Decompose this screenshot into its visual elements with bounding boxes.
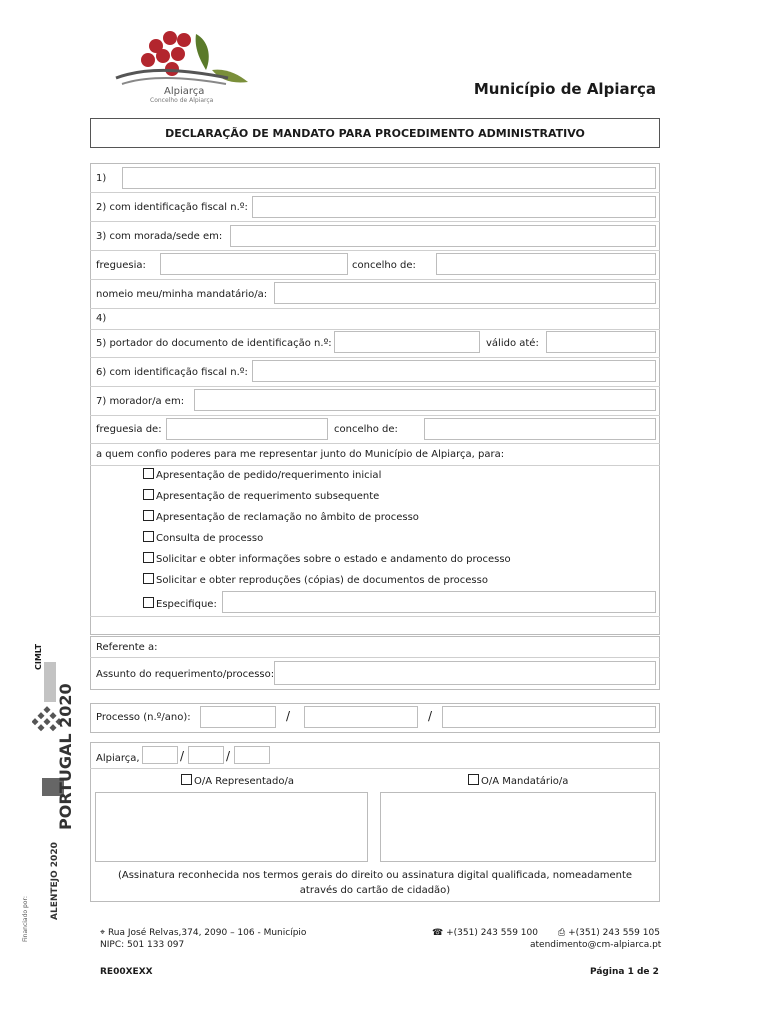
option-label: Apresentação de reclamação no âmbito de processo [156, 512, 419, 523]
footer-phone-text: +(351) 243 559 100 [446, 928, 538, 938]
represented-municipality-field[interactable] [436, 253, 656, 275]
represented-address-label: 3) com morada/sede em: [96, 231, 223, 242]
divider [90, 250, 660, 251]
municipality-title: Município de Alpiarça [473, 80, 656, 98]
option-row [143, 531, 263, 545]
option-checkbox[interactable] [143, 531, 154, 542]
divider [90, 386, 660, 387]
represented-signature-label: O/A Representado/a [194, 776, 295, 787]
mandatary-address-label: 7) morador/a em: [96, 396, 185, 407]
subject-label: Assunto do requerimento/processo: [96, 669, 275, 680]
option-checkbox[interactable] [143, 468, 154, 479]
option-label: Apresentação de pedido/requerimento inicial [156, 470, 382, 481]
phone-icon: ☎ [432, 928, 444, 938]
logo-subtext: Concelho de Alpiarça [150, 97, 214, 104]
footer-address-text: Rua José Relvas,374, 2090 – 106 - Município [107, 928, 307, 938]
specify-field[interactable] [222, 591, 656, 613]
place-label: Alpiarça, [96, 753, 140, 764]
subject-field[interactable] [274, 661, 656, 685]
represented-nif-field[interactable] [252, 196, 656, 218]
option-label: Solicitar e obter reproduções (cópias) de documentos de processo [156, 575, 488, 586]
divider [90, 657, 660, 658]
represented-checkbox[interactable] [181, 774, 192, 785]
option-row [143, 552, 511, 566]
id-doc-label: 5) portador do documento de identificação n.º: [96, 338, 332, 349]
represented-signature-row [181, 774, 294, 788]
portugal-2020-logo: PORTUGAL 2020 [56, 683, 75, 830]
process-label: Processo (n.º/ano): [96, 712, 191, 723]
option-checkbox[interactable] [143, 552, 154, 563]
option-row [143, 468, 381, 482]
mandatary-signature-row [468, 774, 568, 788]
footer-nipc: NIPC: 501 133 097 [100, 940, 185, 950]
option-label: Consulta de processo [156, 533, 264, 544]
represented-parish-label: freguesia: [96, 260, 146, 271]
specify-checkbox[interactable] [143, 597, 154, 608]
divider [90, 329, 660, 330]
divider [90, 415, 660, 416]
date-day-field[interactable] [142, 746, 178, 764]
mandatary-name-field[interactable] [274, 282, 656, 304]
mandatary-parish-field[interactable] [166, 418, 328, 440]
footer-phone [432, 927, 538, 939]
option-checkbox[interactable] [143, 573, 154, 584]
divider [90, 192, 660, 193]
separator: / [226, 749, 231, 763]
divider [90, 279, 660, 280]
divider [90, 616, 660, 617]
option-row [143, 489, 379, 503]
logo-text: Alpiarça [164, 86, 205, 97]
divider [90, 465, 660, 466]
process-extra-field[interactable] [442, 706, 656, 728]
cimlt-text: CIMLT [34, 643, 43, 670]
process-year-field[interactable] [304, 706, 418, 728]
cimlt-logo [44, 662, 56, 702]
option-label: Apresentação de requerimento subsequente [156, 491, 380, 502]
mandatary-nif-label: 6) com identificação fiscal n.º: [96, 367, 248, 378]
separator: / [428, 709, 433, 723]
mandatary-municipality-label: concelho de: [334, 424, 398, 435]
location-icon: ⌖ [100, 928, 106, 938]
mandatary-signature-label: O/A Mandatário/a [481, 776, 569, 787]
signature-note: (Assinatura reconhecida nos termos gerais do direito ou assinatura digital qualificada, nomeadamente através do cartão de cidadão) [117, 870, 633, 896]
valid-until-field[interactable] [546, 331, 656, 353]
date-year-field[interactable] [234, 746, 270, 764]
document-title [90, 118, 660, 148]
represented-municipality-label: concelho de: [352, 260, 416, 271]
option-checkbox[interactable] [143, 489, 154, 500]
fax-icon: ⎙ [558, 928, 566, 938]
divider [90, 221, 660, 222]
represented-signature-area[interactable] [95, 792, 368, 862]
financing-logos [14, 620, 74, 950]
specify-row [143, 597, 217, 611]
process-number-field[interactable] [200, 706, 276, 728]
represented-parish-field[interactable] [160, 253, 348, 275]
footer-fax [558, 927, 660, 939]
financed-by-label: Financiado por: [22, 896, 29, 942]
footer-fax-text: +(351) 243 559 105 [568, 928, 660, 938]
mandatary-parish-label: freguesia de: [96, 424, 162, 435]
appoint-label: nomeio meu/minha mandatário/a: [96, 289, 268, 300]
reference-label: Referente a: [96, 642, 158, 653]
separator: / [180, 749, 185, 763]
option-row [143, 510, 419, 524]
document-title-text: DECLARAÇÃO DE MANDATO PARA PROCEDIMENTO ADMINISTRATIVO [165, 126, 585, 140]
mandatary-address-field[interactable] [194, 389, 656, 411]
id-doc-field[interactable] [334, 331, 480, 353]
divider [90, 308, 660, 309]
item4-label: 4) [96, 313, 107, 324]
item1-label: 1) [96, 173, 107, 184]
divider [90, 357, 660, 358]
valid-until-label: válido até: [486, 338, 539, 349]
divider [90, 443, 660, 444]
option-label: Solicitar e obter informações sobre o estado e andamento do processo [156, 554, 511, 565]
represented-name-field[interactable] [122, 167, 656, 189]
mandatary-municipality-field[interactable] [424, 418, 656, 440]
document-code: RE00XEXX [100, 967, 153, 977]
page-number: Página 1 de 2 [590, 967, 659, 977]
footer-email: atendimento@cm-alpiarca.pt [530, 940, 662, 950]
mandatary-signature-area[interactable] [380, 792, 656, 862]
footer-address [100, 927, 306, 939]
represented-nif-label: 2) com identificação fiscal n.º: [96, 202, 248, 213]
represented-address-field[interactable] [230, 225, 656, 247]
specify-label: Especifique: [156, 599, 217, 610]
mandatary-nif-field[interactable] [252, 360, 656, 382]
mandatary-checkbox[interactable] [468, 774, 479, 785]
municipality-logo [108, 26, 258, 106]
divider [90, 768, 660, 769]
separator: / [286, 709, 291, 723]
powers-intro: a quem confio poderes para me representar junto do Município de Alpiarça, para: [96, 449, 505, 460]
option-checkbox[interactable] [143, 510, 154, 521]
date-month-field[interactable] [188, 746, 224, 764]
option-row [143, 573, 488, 587]
alentejo-2020-logo: ALENTEJO 2020 [50, 842, 60, 920]
